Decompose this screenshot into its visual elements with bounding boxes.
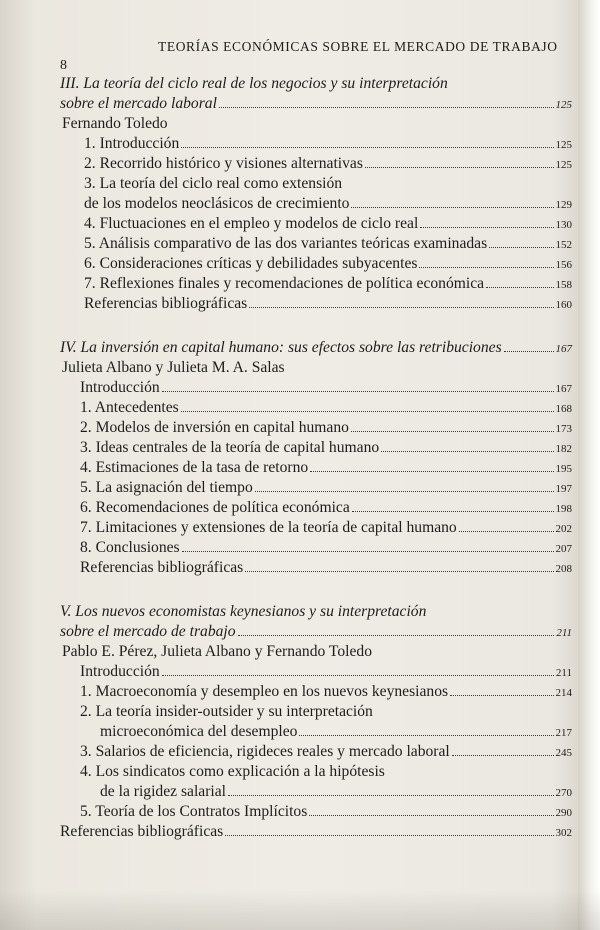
toc-entry-label: Julieta Albano y Julieta M. A. Salas [62, 359, 285, 376]
page-shadow [0, 890, 600, 930]
toc-entry-label: V. Los nuevos economistas keynesianos y su interpretación [60, 603, 427, 620]
toc-entry-label: sobre el mercado laboral [60, 95, 217, 112]
toc-entry-page: 125 [555, 139, 572, 151]
dot-leader [452, 749, 554, 756]
toc-entry [60, 418, 572, 438]
page-header [60, 22, 560, 73]
toc-entry-page: 156 [555, 259, 572, 271]
toc-entry-page: 173 [555, 423, 572, 435]
dot-leader [352, 505, 554, 512]
toc-entry-label: microeconómica del desempleo [100, 723, 298, 740]
toc-entry-page: 158 [555, 279, 572, 291]
toc-entry-label: Introducción [80, 379, 160, 396]
toc-entry [60, 742, 572, 762]
toc-entry-label: 3. Salarios de eficiencia, rigideces reales y mercado laboral [80, 743, 450, 760]
toc-entry [60, 822, 572, 842]
toc-entry-label: 8. Conclusiones [80, 539, 180, 556]
page-number: 8 [60, 58, 67, 73]
section-author [60, 358, 572, 378]
dot-leader [182, 545, 554, 552]
dot-leader [486, 281, 553, 288]
toc-entry [60, 498, 572, 518]
toc-entry [60, 294, 572, 314]
toc-section-iv [60, 338, 572, 578]
toc-entry-page: 130 [555, 219, 572, 231]
toc-entry-label: Referencias bibliográficas [84, 295, 248, 312]
toc-entry [60, 662, 572, 682]
toc-entry-page: 197 [555, 483, 572, 495]
toc-entry-page: 198 [555, 503, 572, 515]
toc-entry-page: 302 [555, 827, 572, 839]
toc-entry [60, 558, 572, 578]
toc-entry [60, 438, 572, 458]
toc-entry [60, 518, 572, 538]
dot-leader [504, 345, 554, 352]
toc-entry [60, 538, 572, 558]
dot-leader [228, 789, 554, 796]
running-head: TEORÍAS ECONÓMICAS SOBRE EL MERCADO DE TRABAJO [158, 39, 558, 54]
toc-entry [60, 154, 572, 174]
toc-entry [60, 398, 572, 418]
toc-entry-page: 152 [555, 239, 572, 251]
toc-entry-label: 4. Fluctuaciones en el empleo y modelos de ciclo real [84, 215, 419, 232]
dot-leader [225, 829, 553, 836]
dot-leader [365, 161, 554, 168]
toc-entry-label: 3. La teoría del ciclo real como extensión [84, 175, 343, 192]
dot-leader [181, 141, 553, 148]
section-author [60, 114, 572, 134]
toc-entry-label: 2. Modelos de inversión en capital humano [80, 419, 349, 436]
toc-entry-label: 6. Consideraciones críticas y debilidades subyacentes [84, 255, 418, 272]
toc-entry-label: 4. Los sindicatos como explicación a la hipótesis [80, 763, 385, 780]
toc-entry-label: 7. Reflexiones finales y recomendaciones de política económica [84, 275, 485, 292]
toc-entry-label: 1. Introducción [84, 135, 180, 152]
dot-leader [489, 241, 553, 248]
toc-entry-page: 270 [555, 787, 572, 799]
dot-leader [299, 729, 553, 736]
toc-entry-page: 125 [555, 159, 572, 171]
dot-leader [238, 629, 554, 636]
toc-entry [60, 254, 572, 274]
section-title-line [60, 622, 572, 642]
toc-entry-label: III. La teoría del ciclo real de los negocios y su interpretación [60, 75, 448, 92]
toc-entry-label: 1. Macroeconomía y desempleo en los nuevos keynesianos [80, 683, 449, 700]
toc-entry-label: 1. Antecedentes [80, 399, 179, 416]
toc-entry [60, 274, 572, 294]
toc-entry-page: 217 [555, 727, 572, 739]
toc-entry-page: 202 [555, 523, 572, 535]
section-title-line [60, 602, 572, 622]
dot-leader [219, 101, 554, 108]
toc-entry-label: 5. La asignación del tiempo [80, 479, 253, 496]
toc-entry-page: 160 [555, 299, 572, 311]
dot-leader [381, 445, 553, 452]
section-page-number: 211 [556, 627, 572, 639]
toc-entry-label: Referencias bibliográficas [80, 559, 244, 576]
dot-leader [351, 201, 553, 208]
dot-leader [419, 261, 553, 268]
toc-entry-page: 245 [555, 747, 572, 759]
toc-entry-label: de la rigidez salarial [100, 783, 226, 800]
toc-section-iii [60, 74, 572, 314]
toc-entry-label: 5. Análisis comparativo de las dos variantes teóricas examinadas [84, 235, 488, 252]
toc-entry-page: 129 [555, 199, 572, 211]
dot-leader [309, 809, 553, 816]
toc-entry [60, 478, 572, 498]
toc-entry-label: Referencias bibliográficas [60, 823, 224, 840]
dot-leader [459, 525, 554, 532]
toc-entry-label: IV. La inversión en capital humano: sus efectos sobre las retribuciones [60, 339, 502, 356]
toc-entry-label: 6. Recomendaciones de política económica [80, 499, 350, 516]
toc-entry-label: 4. Estimaciones de la tasa de retorno [80, 459, 309, 476]
toc-entry [60, 194, 572, 214]
toc-entry [60, 762, 572, 782]
toc-entry-label: 5. Teoría de los Contratos Implícitos [80, 803, 308, 820]
toc-section-v [60, 602, 572, 842]
toc-entry-label: sobre el mercado de trabajo [60, 623, 236, 640]
toc-entry [60, 378, 572, 398]
toc-entry-page: 211 [555, 667, 572, 679]
toc-entry-label: 2. Recorrido histórico y visiones alternativas [84, 155, 363, 172]
dot-leader [162, 669, 554, 676]
toc-entry [60, 782, 572, 802]
toc-entry-label: de los modelos neoclásicos de crecimiento [84, 195, 350, 212]
toc-entry [60, 682, 572, 702]
toc-entry-label: 3. Ideas centrales de la teoría de capital humano [80, 439, 380, 456]
dot-leader [450, 689, 553, 696]
toc-entry [60, 802, 572, 822]
dot-leader [162, 385, 554, 392]
toc-entry-label: Fernando Toledo [62, 115, 168, 132]
section-author [60, 642, 572, 662]
toc-entry-page: 167 [555, 383, 572, 395]
toc-entry-label: Introducción [80, 663, 160, 680]
dot-leader [249, 301, 553, 308]
dot-leader [245, 565, 553, 572]
dot-leader [181, 405, 554, 412]
toc-entry-page: 168 [555, 403, 572, 415]
toc-entry-label: 7. Limitaciones y extensiones de la teoría de capital humano [80, 519, 457, 536]
toc-entry [60, 214, 572, 234]
dot-leader [351, 425, 554, 432]
section-title-line [60, 74, 572, 94]
dot-leader [420, 221, 553, 228]
toc-entry-label: Pablo E. Pérez, Julieta Albano y Fernando Toledo [62, 643, 373, 660]
book-spine [578, 0, 600, 930]
table-of-contents [60, 74, 572, 842]
section-page-number: 125 [555, 99, 572, 111]
section-title-line [60, 94, 572, 114]
toc-entry-page: 214 [555, 687, 572, 699]
toc-entry [60, 722, 572, 742]
toc-entry [60, 234, 572, 254]
section-page-number: 167 [555, 343, 572, 355]
toc-entry [60, 174, 572, 194]
dot-leader [255, 485, 554, 492]
toc-entry-page: 182 [555, 443, 572, 455]
toc-entry-page: 290 [555, 807, 572, 819]
toc-entry-label: 2. La teoría insider-outsider y su interpretación [80, 703, 373, 720]
toc-entry-page: 195 [555, 463, 572, 475]
section-title-line [60, 338, 572, 358]
toc-entry [60, 134, 572, 154]
toc-entry [60, 458, 572, 478]
toc-entry-page: 208 [555, 563, 572, 575]
dot-leader [310, 465, 553, 472]
toc-entry-page: 207 [555, 543, 572, 555]
toc-entry [60, 702, 572, 722]
